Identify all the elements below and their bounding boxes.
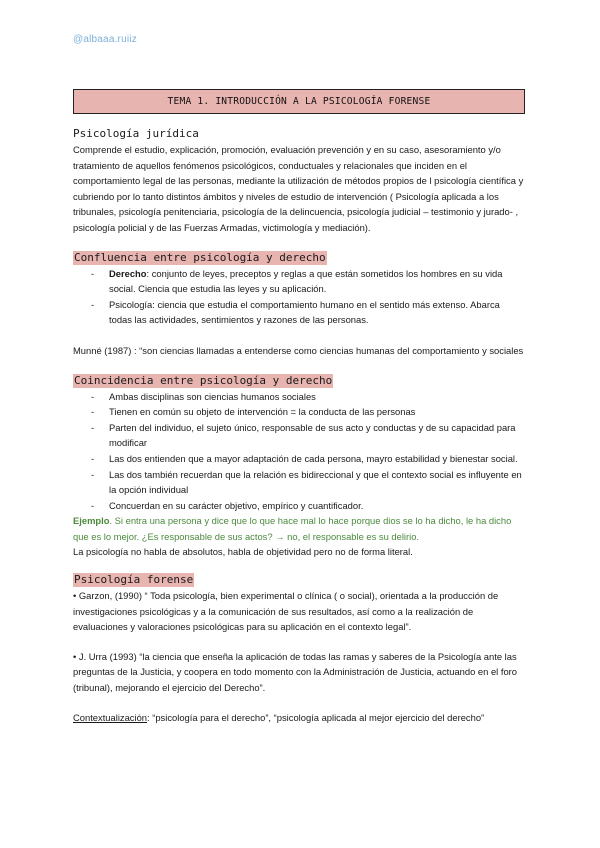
example-label: Ejemplo xyxy=(73,515,110,527)
document-page xyxy=(73,89,525,725)
section-heading-coincidencia: Coincidencia entre psicología y derecho xyxy=(74,373,333,387)
list-item: - Concuerdan en su carácter objetivo, empírico y cuantificador. xyxy=(73,498,525,514)
list-item-text: Psicología: ciencia que estudia el comportamiento humano en el sentido más extenso. Abarca todas las actividades, sentimientos y razones de las personas. xyxy=(109,298,500,326)
list-item-text: : conjunto de leyes, preceptos y reglas a que están sometidos los hombres en su vida social. Ciencia que estudia las leyes y su aplicación. xyxy=(109,267,503,295)
munne-quote: Munné (1987) : “son ciencias llamadas a entenderse como ciencias humanas del comportamiento y sociales xyxy=(73,344,524,356)
list-item: - Tienen en común su objeto de intervención = la conducta de las personas xyxy=(73,404,525,420)
list-item: - Las dos también recuerdan que la relación es bidireccional y que el contexto social es influyente en la opción individual xyxy=(73,467,525,498)
section-heading-psicologia-juridica: Psicología jurídica xyxy=(73,127,199,140)
garzon-definition: • Garzon, (1990) “ Toda psicología, bien experimental o clínica ( o social), orientada a la producción de investigaciones psicológicas y a la comunicación de sus resultados, así como a la realización de evaluaciones y valoraciones psicológicas para su aplicación en el contexto legal”. xyxy=(73,590,499,633)
author-handle: @albaaa.ruiiz xyxy=(73,34,137,45)
page-title-text: TEMA 1. INTRODUCCIÓN A LA PSICOLOGÍA FORENSE xyxy=(167,96,431,107)
contextualizacion-label: Contextualización xyxy=(73,711,148,723)
section-heading-confluencia: Confluencia entre psicología y derecho xyxy=(74,250,326,264)
example-text: . Si entra una persona y dice que lo que hace mal lo hace porque dios se lo ha dicho, le ha dicho que es lo mejor. ¿Es responsable de sus actos? → no, el responsable es su delirio. xyxy=(73,515,512,542)
section-heading-psicologia-forense: Psicología forense xyxy=(74,573,194,587)
list-item xyxy=(73,297,525,328)
note-paragraph: La psicología no habla de absolutos, habla de objetividad pero no de forma literal. xyxy=(73,546,413,558)
page-title xyxy=(73,89,525,114)
urra-definition: • J. Urra (1993) “la ciencia que enseña la aplicación de todas las ramas y saberes de la Psicología ante las preguntas de la Justicia, y coopera en todo momento con la Administración de Justicia, actuando en el foro (tribunal), mejorando el ejercicio del Derecho”. xyxy=(73,650,518,694)
example-paragraph xyxy=(73,513,525,544)
coincidencia-list xyxy=(73,389,525,514)
list-item: - Parten del individuo, el sujeto único, responsable de sus acto y conductas y de su capacidad para modificar xyxy=(73,420,525,451)
term-derecho: Derecho xyxy=(109,267,147,279)
list-item: - Las dos entienden que a mayor adaptación de cada persona, mayro estabilidad y bienestar social. xyxy=(73,451,525,467)
list-item: - Ambas disciplinas son ciencias humanos sociales xyxy=(73,389,525,405)
list-item xyxy=(73,266,525,297)
contextualizacion-text: : “psicología para el derecho”, “psicología aplicada al mejor ejercicio del derecho” xyxy=(147,711,485,723)
confluencia-list xyxy=(73,266,525,328)
section-body-psicologia-juridica: Comprende el estudio, explicación, promoción, evaluación prevención y en su caso, asesoramiento y/o tratamiento de aquellos fenómenos psicológicos, conductuales y relacionales que inciden en el comportamiento legal de las personas, mediante la utilización de métodos propios de l psicología científica y cubriendo por lo tanto distintos ámbitos y niveles de estudio de intervención ( Psicología aplicada a los tribunales, psicología penitenciaria, psicología de la delincuencia, psicología judicial – testimonio y jurado- , psicología policial y de las Fuerzas Armadas, victimología y mediación). xyxy=(73,144,524,233)
contextualizacion-paragraph xyxy=(73,710,525,726)
